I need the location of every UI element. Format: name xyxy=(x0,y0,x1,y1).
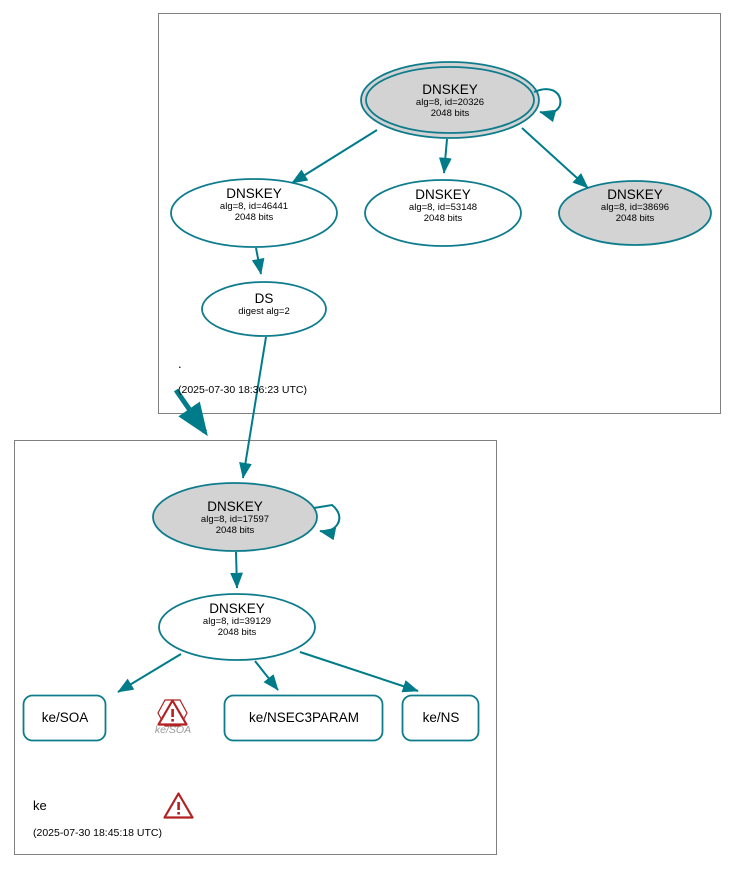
edge-20326-38696 xyxy=(522,128,588,188)
node-label-dnskey-20326: DNSKEY alg=8, id=20326 2048 bits xyxy=(415,82,485,119)
node-label-dnskey-53148: DNSKEY alg=8, id=53148 2048 bits xyxy=(408,187,478,224)
zone-timestamp-ke: (2025-07-30 18:45:18 UTC) xyxy=(33,827,162,839)
node-dnskey-53148[interactable] xyxy=(365,180,521,246)
node-label-dnskey-17597: DNSKEY alg=8, id=17597 2048 bits xyxy=(200,499,270,536)
node-rrset-ke-nsec3param[interactable] xyxy=(225,696,383,741)
edge-39129-ke-ns xyxy=(300,652,418,691)
node-label-dnskey-39129: DNSKEY alg=8, id=39129 2048 bits xyxy=(202,601,272,638)
node-rrset-ke-ns[interactable] xyxy=(403,696,479,741)
edge-20326-46441 xyxy=(292,130,377,183)
node-label-dnskey-38696: DNSKEY alg=8, id=38696 2048 bits xyxy=(600,187,670,224)
edge-46441-ds xyxy=(256,248,261,274)
warning-triangle-icon-ke-soa[interactable] xyxy=(158,700,187,726)
node-ds[interactable] xyxy=(202,282,326,336)
edge-20326-53148 xyxy=(444,139,447,173)
edge-ds-dnskey-17597 xyxy=(243,337,266,478)
node-dnskey-20326-inner xyxy=(366,67,534,133)
node-label-rrset-ke-soa: ke/SOA xyxy=(41,710,89,725)
edge-39129-ke-soa xyxy=(118,654,181,692)
warning-triangle-icon-ke-zone[interactable] xyxy=(165,794,193,818)
zone-timestamp-root: (2025-07-30 18:36:23 UTC) xyxy=(178,384,307,396)
warning-label-ke-soa: ke/SOA xyxy=(154,724,192,736)
node-dnskey-46441[interactable] xyxy=(171,179,337,247)
node-dnskey-38696[interactable] xyxy=(559,181,711,245)
edge-zone-delegation xyxy=(176,390,205,432)
node-label-ds: DS digest alg=2 xyxy=(238,291,290,317)
zone-label-ke: ke xyxy=(33,798,47,813)
node-label-rrset-ke-ns: ke/NS xyxy=(422,710,460,725)
node-label-dnskey-46441: DNSKEY alg=8, id=46441 2048 bits xyxy=(219,186,289,223)
edge-39129-ke-nsec3param xyxy=(255,661,278,690)
node-dnskey-17597[interactable] xyxy=(153,483,317,551)
node-dnskey-39129[interactable] xyxy=(159,594,315,660)
zone-label-root: . xyxy=(178,356,182,371)
node-rrset-ke-soa[interactable] xyxy=(24,696,106,741)
edge-17597-39129 xyxy=(236,552,237,588)
node-label-rrset-ke-nsec3param: ke/NSEC3PARAM xyxy=(248,710,360,725)
